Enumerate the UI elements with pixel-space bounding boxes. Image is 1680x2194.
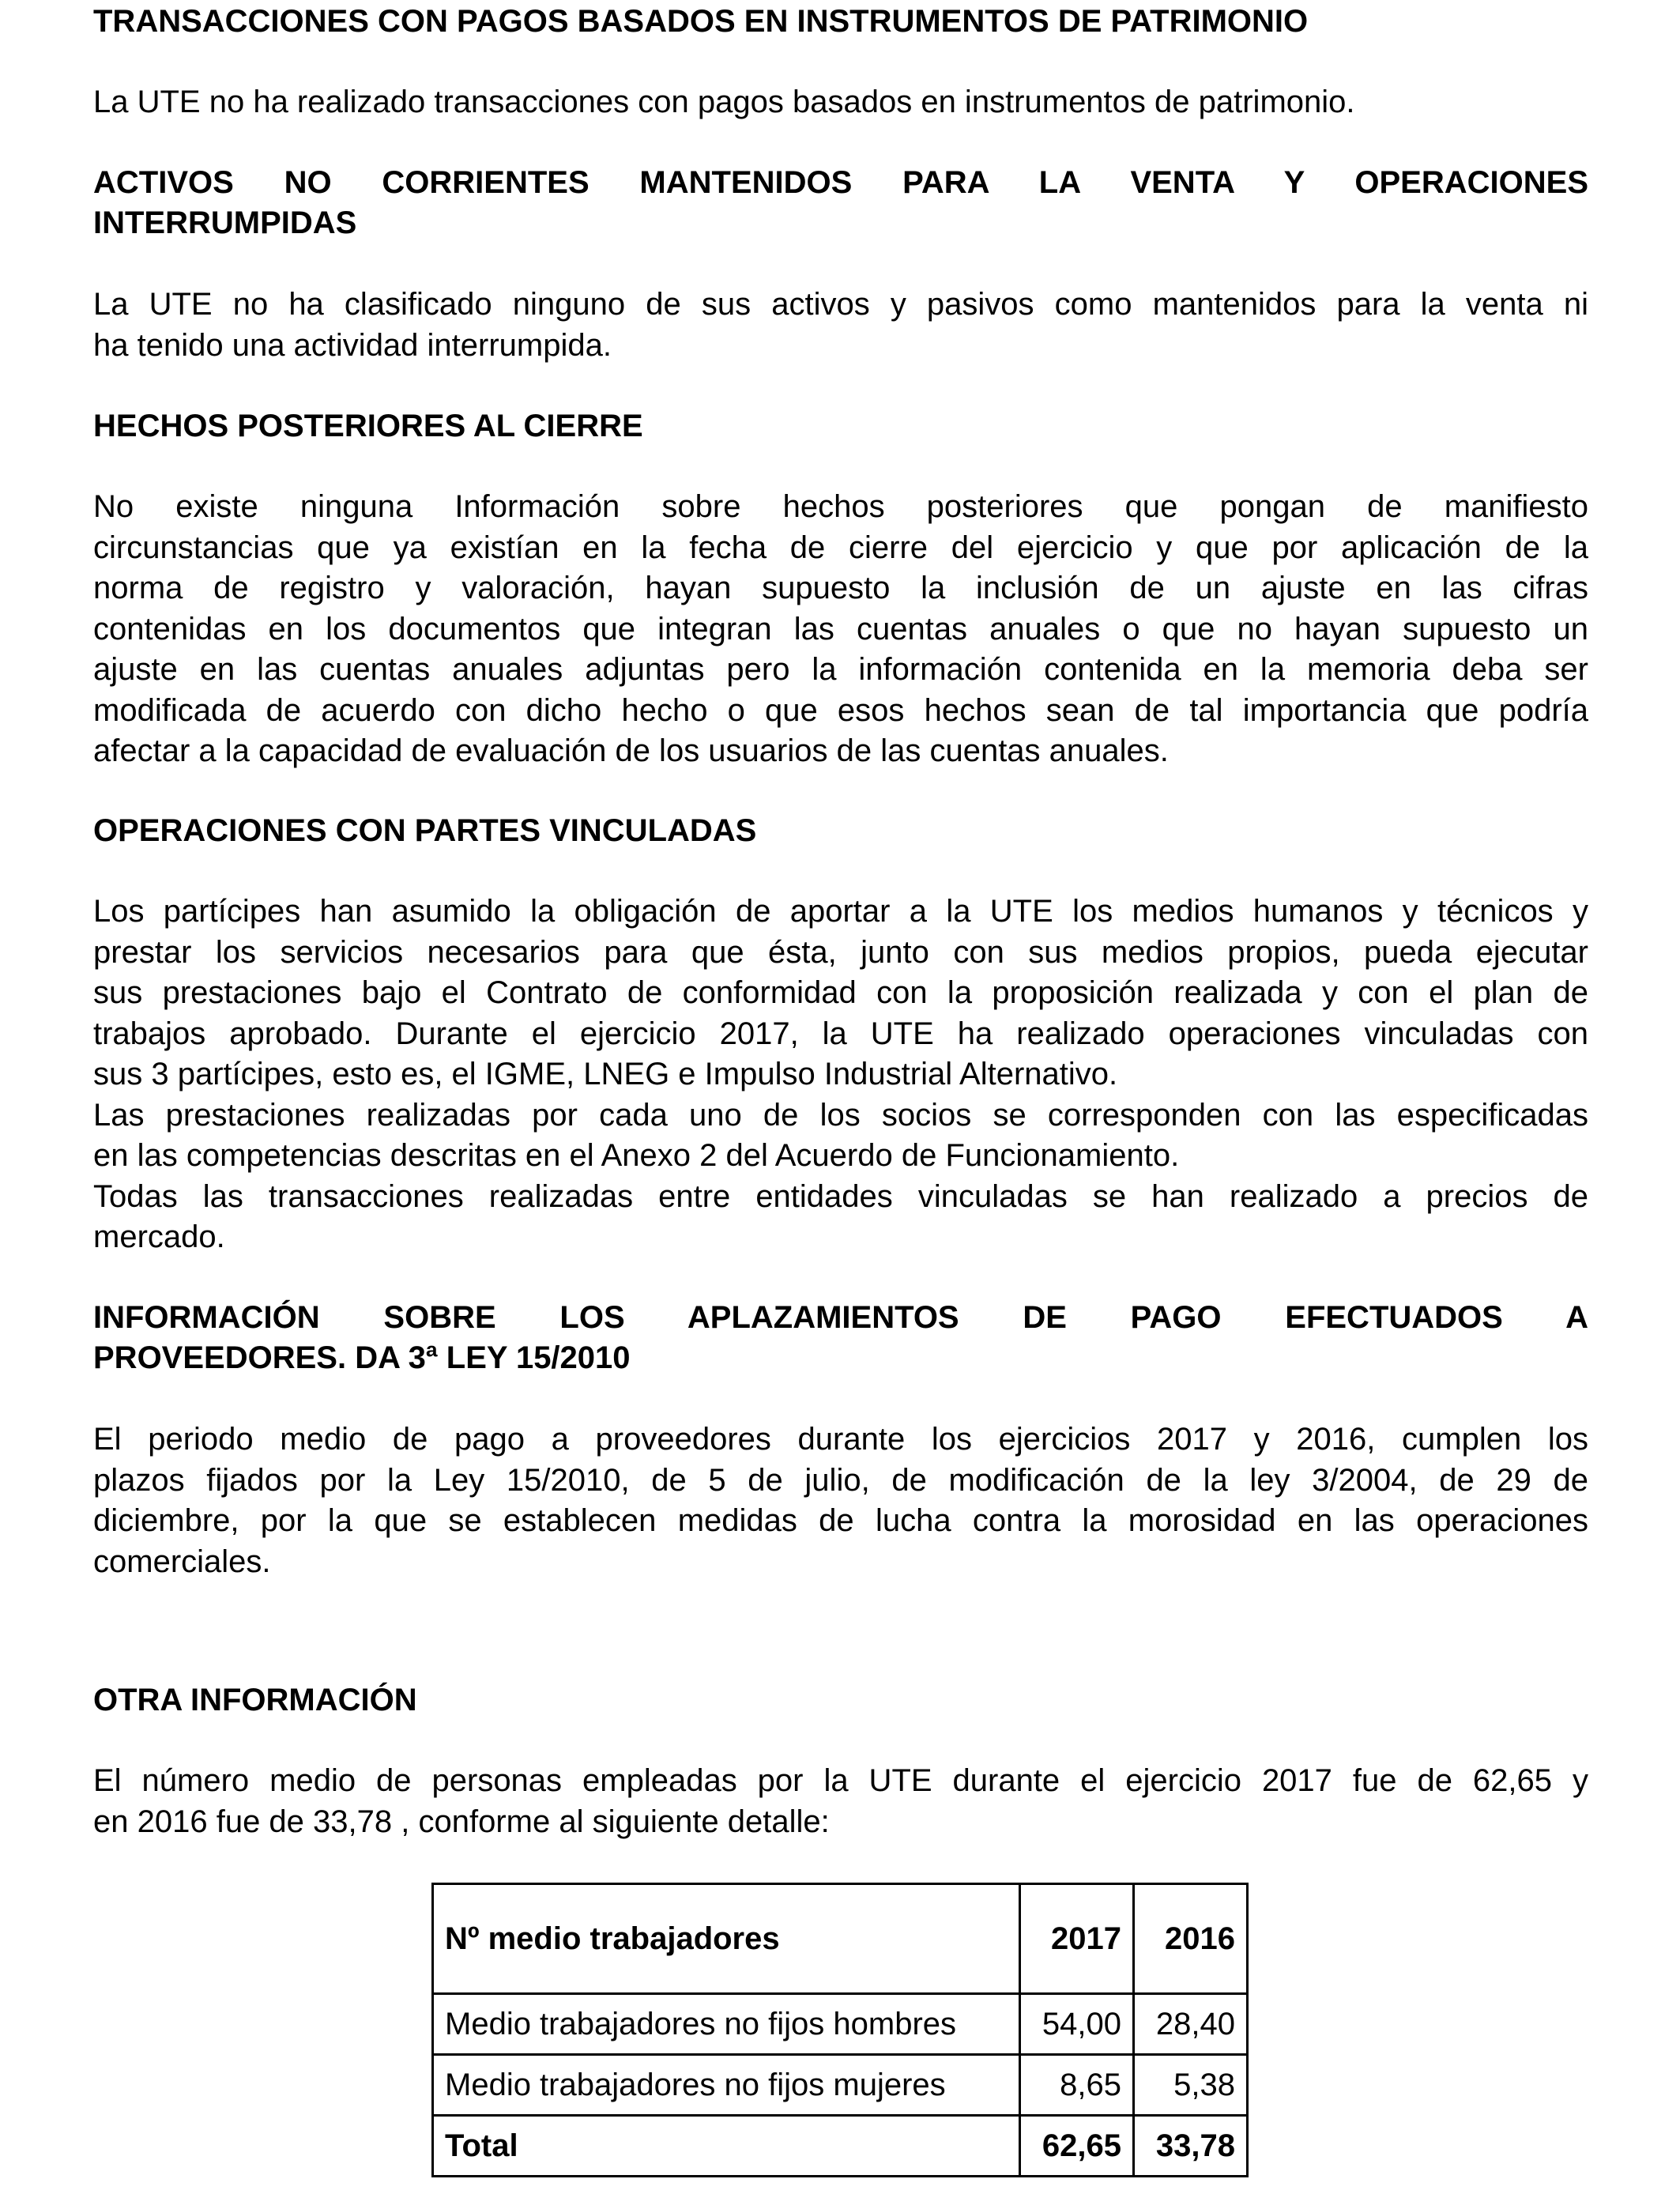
table-cell: 33,78 (1134, 2116, 1248, 2177)
table-header-cell: 2017 (1020, 1884, 1134, 1994)
table-cell: 62,65 (1020, 2116, 1134, 2177)
workers-table (431, 1883, 1249, 2177)
paragraph-partes-vinculadas: Los partícipes han asumido la obligación de aportar a la UTE los medios humanos y técnicos y prestar los servicios necesarios para que ésta, junto con sus medios propios, pueda ejecutar sus prestaciones bajo el Contrato de conformidad con la proposición realizada y con el plan de trabajos aprobado. Durante el ejercicio 2017, la UTE ha realizado operaciones vinculadas con sus 3 partícipes, esto es, el IGME, LNEG e Impulso Industrial Alternativo. Las prestaciones realizadas por cada uno de los socios se corresponden con las especificadas en las competencias descritas en el Anexo 2 del Acuerdo de Funcionamiento. Todas las transacciones realizadas entre entidades vinculadas se han realizado a precios de mercado. (93, 894, 1588, 1254)
paragraph-transacciones: La UTE no ha realizado transacciones con pagos basados en instrumentos de patrimonio. (93, 85, 1355, 119)
table-total-row (433, 2116, 1248, 2177)
table-cell: 8,65 (1020, 2055, 1134, 2116)
table-cell: Medio trabajadores no fijos hombres (433, 1994, 1020, 2055)
table-cell: 28,40 (1134, 1994, 1248, 2055)
paragraph-otra-informacion: El número medio de personas empleadas por la UTE durante el ejercicio 2017 fue de 62,65 y en 2016 fue de 33,78 , conforme al siguiente detalle: (93, 1763, 1588, 1839)
table-row (433, 2055, 1248, 2116)
heading-activos-no-corrientes: ACTIVOS NO CORRIENTES MANTENIDOS PARA LA VENTA Y OPERACIONES INTERRUMPIDAS (93, 165, 1588, 240)
table-header-cell: 2016 (1134, 1884, 1248, 1994)
table-header-row (433, 1884, 1248, 1994)
heading-hechos-posteriores: HECHOS POSTERIORES AL CIERRE (93, 409, 643, 443)
table-cell: Total (433, 2116, 1020, 2177)
table-cell: 5,38 (1134, 2055, 1248, 2116)
paragraph-activos-no-corrientes: La UTE no ha clasificado ninguno de sus activos y pasivos como mantenidos para la venta ni ha tenido una actividad interrumpida. (93, 287, 1588, 363)
heading-otra-informacion: OTRA INFORMACIÓN (93, 1683, 417, 1717)
heading-partes-vinculadas: OPERACIONES CON PARTES VINCULADAS (93, 813, 757, 848)
table-row (433, 1994, 1248, 2055)
heading-transacciones: TRANSACCIONES CON PAGOS BASADOS EN INSTRUMENTOS DE PATRIMONIO (93, 4, 1309, 39)
heading-aplazamientos-pago: INFORMACIÓN SOBRE LOS APLAZAMIENTOS DE PAGO EFECTUADOS A PROVEEDORES. DA 3ª LEY 15/2010 (93, 1300, 1588, 1375)
table-cell: 54,00 (1020, 1994, 1134, 2055)
paragraph-hechos-posteriores: No existe ninguna Información sobre hechos posteriores que pongan de manifiesto circunstancias que ya existían en la fecha de cierre del ejercicio y que por aplicación de la norma de registro y valoración, hayan supuesto la inclusión de un ajuste en las cifras contenidas en los documentos que integran las cuentas anuales o que no hayan supuesto un ajuste en las cuentas anuales adjuntas pero la información contenida en la memoria deba ser modificada de acuerdo con dicho hecho o que esos hechos sean de tal importancia que podría afectar a la capacidad de evaluación de los usuarios de las cuentas anuales. (93, 489, 1588, 768)
table-header-cell: Nº medio trabajadores (433, 1884, 1020, 1994)
table-cell: Medio trabajadores no fijos mujeres (433, 2055, 1020, 2116)
paragraph-aplazamientos-pago: El periodo medio de pago a proveedores durante los ejercicios 2017 y 2016, cumplen los plazos fijados por la Ley 15/2010, de 5 de julio, de modificación de la ley 3/2004, de 29 de diciembre, por la que se establecen medidas de lucha contra la morosidad en las operaciones comerciales. (93, 1422, 1588, 1579)
